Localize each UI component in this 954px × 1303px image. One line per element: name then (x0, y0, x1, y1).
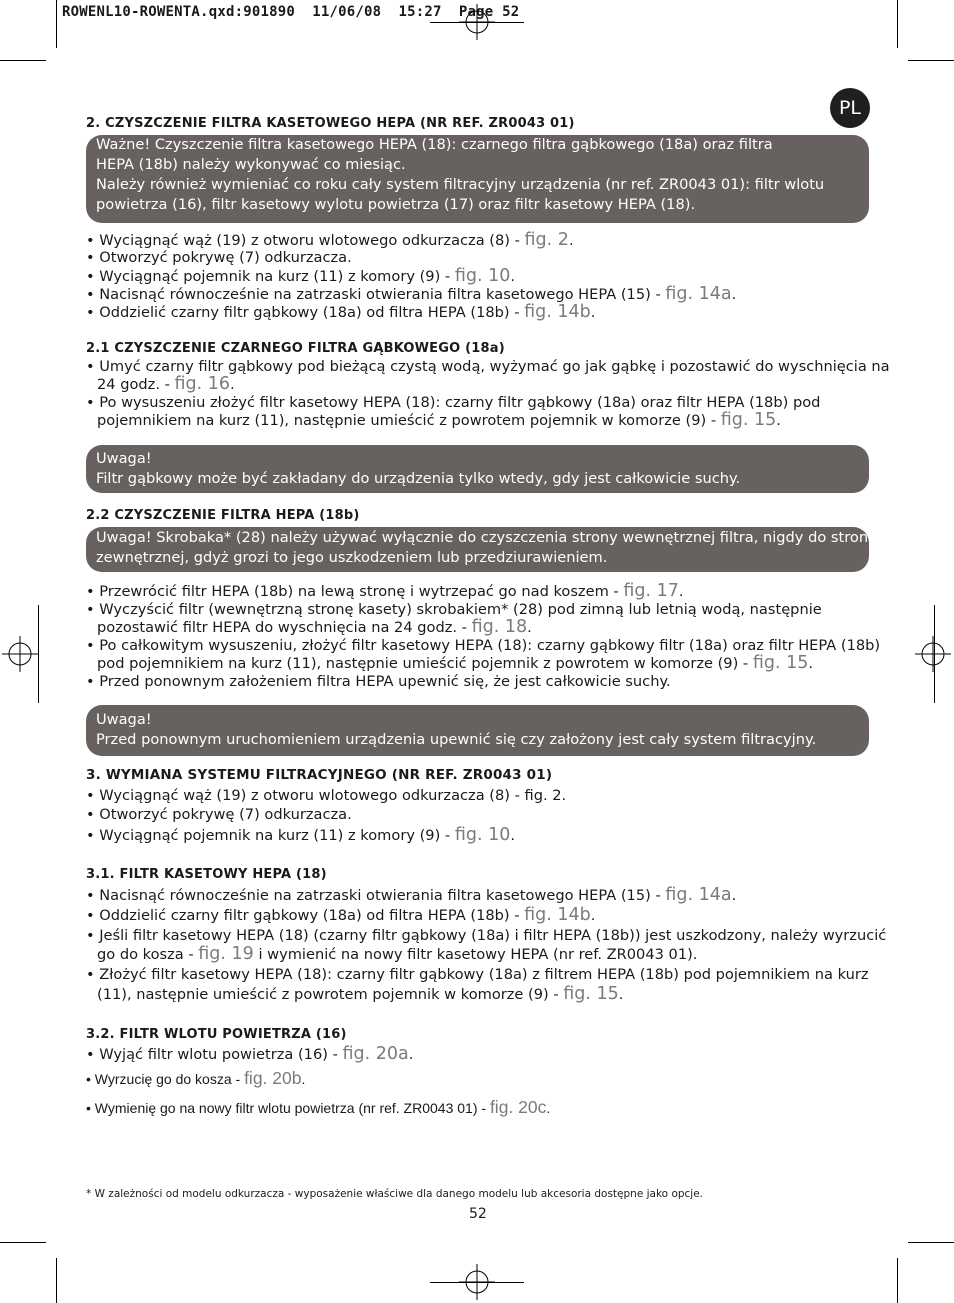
registration-mark-icon (915, 636, 951, 672)
figure-reference: fig. 17 (623, 581, 679, 601)
crop-mark (897, 1258, 898, 1303)
section-heading: 2.2 CZYSZCZENIE FILTRA HEPA (18b) (86, 508, 360, 523)
crop-mark (908, 60, 954, 61)
crop-mark (897, 0, 898, 48)
section-heading: 2.1 CZYSZCZENIE CZARNEGO FILTRA GĄBKOWEGO (18a) (86, 341, 505, 356)
figure-reference: fig. 10 (454, 825, 511, 845)
list-item: • Złożyć filtr kasetowy HEPA (18): czarny filtr gąbkowy (18a) z filtrem HEPA (18b) pod pojemnikiem na kurz (86, 966, 869, 983)
section-heading: 3.1. FILTR KASETOWY HEPA (18) (86, 867, 327, 882)
list-item: • Wyciągnąć wąż (19) z otworu wlotowego odkurzacza (8) - fig. 2. (86, 230, 574, 250)
list-item-continuation: (11), następnie umieścić z powrotem pojemnik w komorze (9) - fig. 15. (97, 984, 624, 1004)
list-item: • Przewrócić filtr HEPA (18b) na lewą stronę i wytrzepać go nad koszem - fig. 17. (86, 581, 684, 601)
warning-box: Uwaga! Skrobaka* (28) należy używać wyłącznie do czyszczenia strony wewnętrznej filtra, nigdy do strony zewnętrznej, gdyż grozi to jego uszkodzeniem lub przedziurawieniem. (86, 527, 869, 572)
section-heading: 3. WYMIANA SYSTEMU FILTRACYJNEGO (NR REF. ZR0043 01) (86, 767, 553, 783)
footnote: * W zależności od modelu odkurzacza - wyposażenie właściwe dla danego modelu lub akcesoria dostępne jako opcje. (86, 1188, 704, 1200)
list-item: • Wyjąć filtr wlotu powietrza (16) - fig. 20a. (86, 1044, 414, 1064)
note-box: Ważne! Czyszczenie filtra kasetowego HEPA (18): czarnego filtra gąbkowego (18a) oraz filtra HEPA (18b) należy wykonywać co miesiąc. Należy również wymieniać co roku cały system filtracyjny urządzenia (nr ref. ZR0043 01): filtr wlotu powietrza (16), filtr kasetowy wylotu powietrza (17) oraz filtr kasetowy HEPA (18). (86, 135, 869, 223)
list-item: • Oddzielić czarny filtr gąbkowy (18a) od filtra HEPA (18b) - fig. 14b. (86, 302, 596, 322)
figure-reference: fig. 15 (563, 984, 619, 1004)
figure-reference: fig. 14a (665, 284, 732, 304)
crop-mark (0, 1242, 46, 1243)
list-item: • Otworzyć pokrywę (7) odkurzacza. (86, 249, 352, 266)
page-number: 52 (469, 1206, 487, 1222)
list-item: • Po całkowitym wysuszeniu, złożyć filtr kasetowy HEPA (18): czarny gąbkowy filtr (18a) oraz filtr HEPA (18b) (86, 637, 881, 654)
list-item: • Otworzyć pokrywę (7) odkurzacza. (86, 806, 352, 823)
figure-reference: fig. 14a (665, 885, 732, 905)
registration-mark-icon (2, 636, 38, 672)
list-item-continuation: pozostawić filtr HEPA do wyschnięcia na 24 godz. - fig. 18. (97, 617, 532, 637)
figure-reference: fig. 19 (198, 944, 254, 964)
list-item: • Umyć czarny filtr gąbkowy pod bieżącą czystą wodą, wyżymać go jak gąbkę i pozostawić do wyschnięcia na (86, 358, 890, 375)
figure-reference: fig. 14b (524, 302, 591, 322)
list-item-continuation: pojemnikiem na kurz (11), następnie umieścić z powrotem pojemnik w komorze (9) - fig. 15. (97, 410, 781, 430)
list-item: • Wymienię go na nowy filtr wlotu powietrza (nr ref. ZR0043 01) - fig. 20c. (86, 1097, 551, 1117)
section-heading: 2. CZYSZCZENIE FILTRA KASETOWEGO HEPA (NR REF. ZR0043 01) (86, 116, 575, 131)
registration-mark-icon (459, 4, 495, 40)
registration-mark-icon (459, 1264, 495, 1300)
figure-reference: fig. 20c (489, 1097, 547, 1117)
list-item-continuation: 24 godz. - fig. 16. (97, 374, 235, 394)
list-item: • Po wysuszeniu złożyć filtr kasetowy HEPA (18): czarny filtr gąbkowy (18a) oraz filtr HEPA (18b) pod (86, 394, 821, 411)
language-badge: PL (830, 88, 870, 128)
list-item: • Wyczyścić filtr (wewnętrzną stronę kasety) skrobakiem* (28) pod zimną lub letnią wodą, następnie (86, 601, 822, 618)
figure-reference: fig. 18 (471, 617, 528, 637)
file-slug-header: ROWENL10-ROWENTA.qxd:901890 11/06/08 15:27 Page 52 (62, 4, 520, 20)
figure-reference: fig. 20b (244, 1068, 302, 1088)
figure-reference: fig. 20a (342, 1044, 409, 1064)
crop-mark (56, 1258, 57, 1303)
list-item: • Jeśli filtr kasetowy HEPA (18) (czarny filtr gąbkowy (18a) i filtr HEPA (18b)) jest uszkodzony, należy wyrzucić (86, 927, 887, 944)
figure-reference: fig. 14b (524, 905, 591, 925)
list-item: • Wyciągnąć pojemnik na kurz (11) z komory (9) - fig. 10. (86, 266, 515, 286)
list-item-continuation: pod pojemnikiem na kurz (11), następnie umieścić pojemnik z powrotem w komorze (9) - fig. 15. (97, 653, 813, 673)
figure-reference: fig. 2 (524, 230, 569, 250)
crop-mark (0, 60, 46, 61)
list-item: • Nacisnąć równocześnie na zatrzaski otwierania filtra kasetowego HEPA (15) - fig. 14a. (86, 885, 737, 905)
list-item: • Oddzielić czarny filtr gąbkowy (18a) od filtra HEPA (18b) - fig. 14b. (86, 905, 596, 925)
figure-reference: fig. 16 (174, 374, 231, 394)
list-item-continuation: go do kosza - fig. 19 i wymienić na nowy filtr kasetowy HEPA (nr ref. ZR0043 01). (97, 944, 698, 964)
warning-box: Uwaga! Filtr gąbkowy może być zakładany do urządzenia tylko wtedy, gdy jest całkowicie suchy. (86, 445, 869, 493)
crop-mark (56, 0, 57, 48)
figure-reference: fig. 15 (720, 410, 777, 430)
warning-box: Uwaga! Przed ponownym uruchomieniem urządzenia upewnić się czy założony jest cały system filtracyjny. (86, 705, 869, 756)
figure-reference: fig. 15 (752, 653, 809, 673)
crop-mark (38, 605, 39, 703)
figure-reference: fig. 10 (454, 266, 511, 286)
crop-mark (908, 1242, 954, 1243)
list-item: • Nacisnąć równocześnie na zatrzaski otwierania filtra kasetowego HEPA (15) - fig. 14a. (86, 284, 737, 304)
section-heading: 3.2. FILTR WLOTU POWIETRZA (16) (86, 1027, 347, 1042)
list-item: • Przed ponownym założeniem filtra HEPA upewnić się, że jest całkowicie suchy. (86, 673, 671, 690)
list-item: • Wyrzucię go do kosza - fig. 20b. (86, 1068, 306, 1088)
list-item: • Wyciągnąć wąż (19) z otworu wlotowego odkurzacza (8) - fig. 2. (86, 787, 567, 804)
list-item: • Wyciągnąć pojemnik na kurz (11) z komory (9) - fig. 10. (86, 825, 515, 845)
